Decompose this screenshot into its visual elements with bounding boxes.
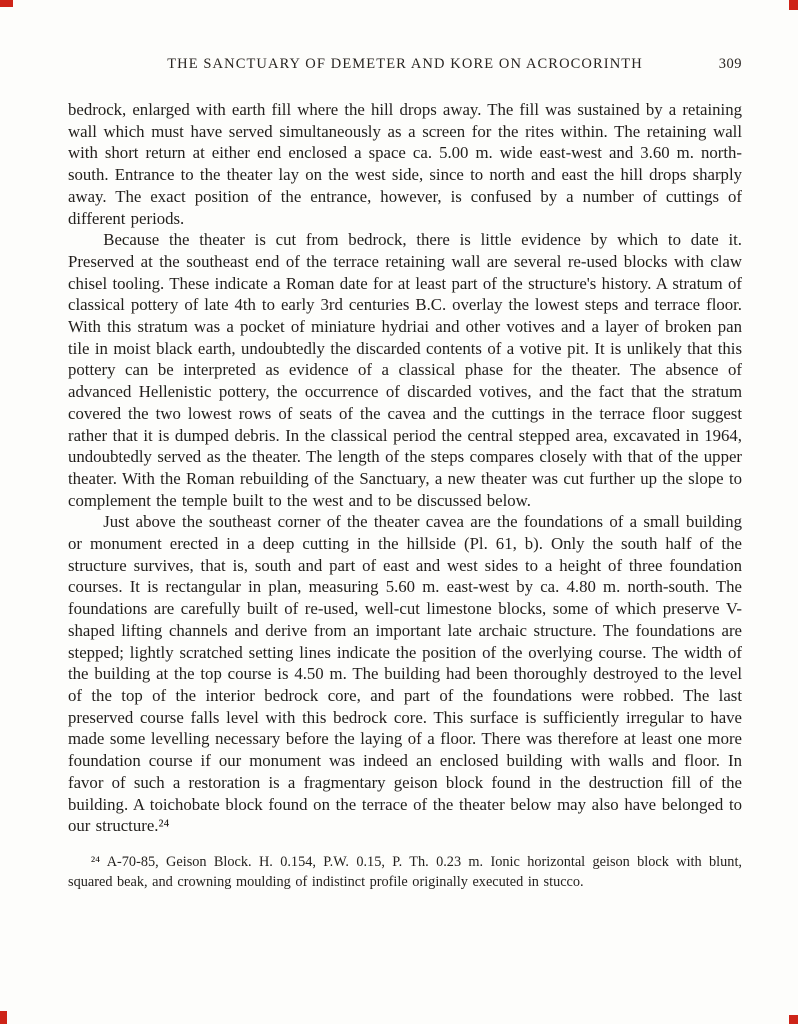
page-body	[68, 99, 742, 837]
running-head-title: THE SANCTUARY OF DEMETER AND KORE ON ACROCORINTH	[167, 56, 643, 72]
running-head	[68, 56, 742, 73]
scan-artifact-bottom-left	[0, 1011, 7, 1024]
paragraph-3: Just above the southeast corner of the theater cavea are the foundations of a small building or monument erected in a deep cutting in the hillside (Pl. 61, b). Only the south half of the structure survives, that is, south and part of east and west sides to a height of three foundation courses. It is rectangular in plan, measuring 5.60 m. east-west by ca. 4.80 m. north-south. The foundations are carefully built of re-used, well-cut limestone blocks, some of which preserve V-shaped lifting channels and derive from an important late archaic structure. The foundations are stepped; lightly scratched setting lines indicate the position of the overlying course. The width of the building at the top course is 4.50 m. The building had been thoroughly destroyed to the level of the top of the interior bedrock core, and part of the foundations were robbed. The last preserved course falls level with this bedrock core. This surface is sufficiently irregular to have made some levelling necessary before the laying of a floor. There was therefore at least one more foundation course if our monument was indeed an enclosed building with walls and floor. In favor of such a restoration is a fragmentary geison block found in the destruction fill of the building. A toichobate block found on the terrace of the theater below may also have belonged to our structure.²⁴	[68, 512, 742, 836]
paragraph-2: Because the theater is cut from bedrock, there is little evidence by which to date it. Preserved at the southeast end of the terrace retaining wall are several re-used blocks with claw chisel tooling. These indicate a Roman date for at least part of the structure's history. A stratum of classical pottery of late 4th to early 3rd centuries B.C. overlay the lowest steps and terrace floor. With this stratum was a pocket of miniature hydriai and other votives and a layer of broken pan tile in moist black earth, undoubtedly the discarded contents of a votive pit. It is unlikely that this pottery can be interpreted as evidence of a classical phase for the theater. The absence of advanced Hellenistic pottery, the occurrence of discarded votives, and the fact that the stratum covered the two lowest rows of seats of the cavea and the cuttings in the terrace floor suggest rather that it is dumped debris. In the classical period the central stepped area, excavated in 1964, undoubtedly served as the theater. The length of the steps compares closely with that of the upper theater. With the Roman rebuilding of the Sanctuary, a new theater was cut further up the slope to complement the temple built to the west and to be discussed below.	[68, 230, 742, 510]
footnote-24: ²⁴ A-70-85, Geison Block. H. 0.154, P.W. 0.15, P. Th. 0.23 m. Ionic horizontal geison block with blunt, squared beak, and crowning moulding of indistinct profile originally executed in stucco.	[68, 853, 742, 890]
scan-artifact-bottom-right	[789, 1015, 798, 1024]
paragraph-1: bedrock, enlarged with earth fill where the hill drops away. The fill was sustained by a retaining wall which must have served simultaneously as a screen for the rites within. The retaining wall with short return at either end enclosed a space ca. 5.00 m. wide east-west and 3.60 m. north-south. Entrance to the theater lay on the west side, since to north and east the hill drops sharply away. The exact position of the entrance, however, is confused by a number of cuttings of different periods.	[68, 100, 742, 228]
scan-artifact-top-right	[789, 0, 798, 10]
scan-artifact-top-left	[0, 0, 13, 7]
page-content	[68, 56, 742, 892]
page-number: 309	[718, 56, 742, 72]
